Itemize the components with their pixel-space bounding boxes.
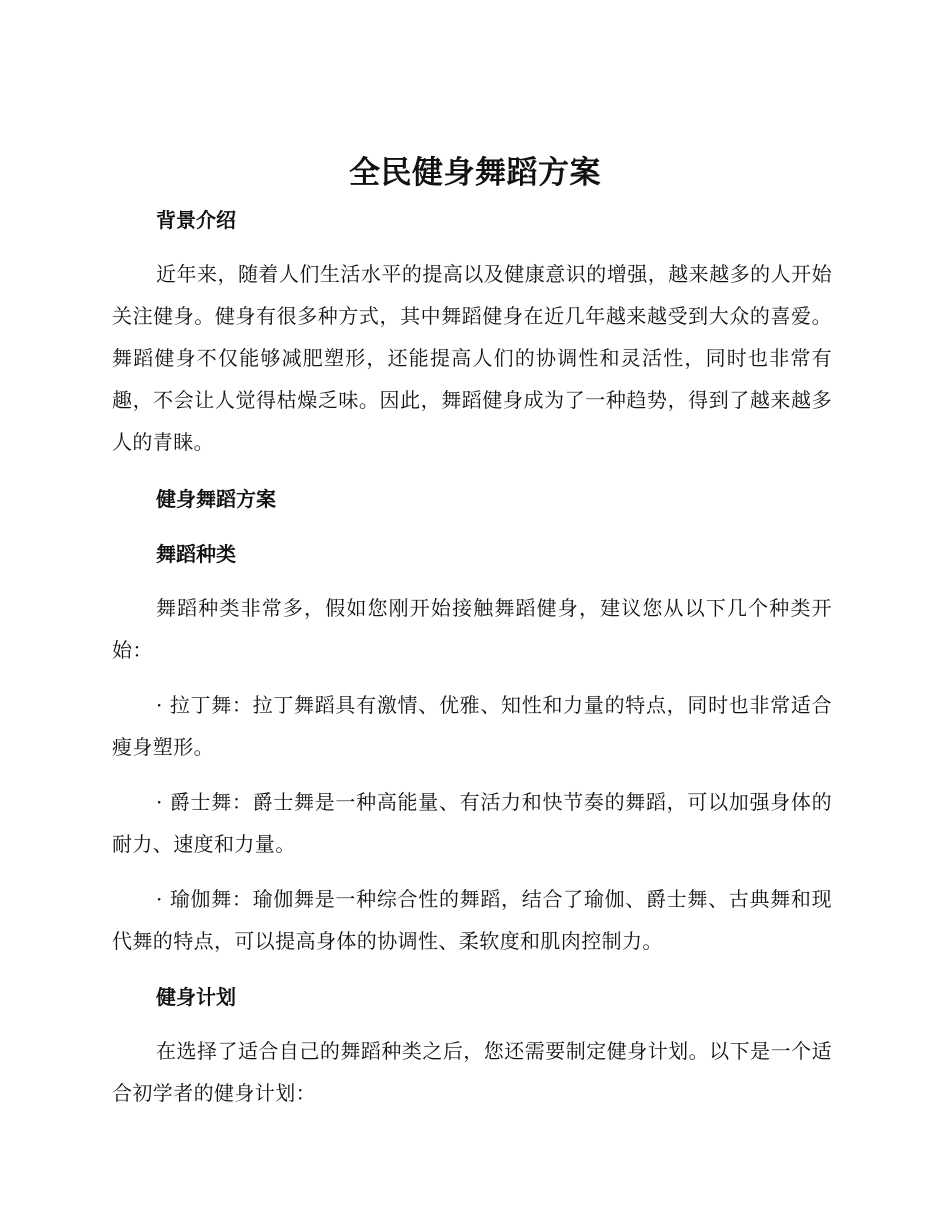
section-heading-background: 背景介绍 <box>156 208 236 232</box>
section-heading-plan: 健身舞蹈方案 <box>156 487 276 511</box>
paragraph-background: 近年来，随着人们生活水平的提高以及健康意识的增强，越来越多的人开始关注健身。健身有很多种方式，其中舞蹈健身在近几年越来越受到大众的喜爱。舞蹈健身不仅能够减肥塑形，还能提高人们的协调性和灵活性，同时也非常有趣，不会让人觉得枯燥乏味。因此，舞蹈健身成为了一种趋势，得到了越来越多人的青睐。 <box>112 262 832 454</box>
paragraph-fitness-plan: 在选择了适合自己的舞蹈种类之后，您还需要制定健身计划。以下是一个适合初学者的健身计划： <box>112 1039 832 1105</box>
list-item-jazz-dance: · 爵士舞：爵士舞是一种高能量、有活力和快节奏的舞蹈，可以加强身体的耐力、速度和力量。 <box>112 790 832 856</box>
paragraph-types-intro: 舞蹈种类非常多，假如您刚开始接触舞蹈健身，建议您从以下几个种类开始： <box>112 596 832 662</box>
section-heading-fitness-plan: 健身计划 <box>156 985 236 1009</box>
list-item-yoga-dance: · 瑜伽舞：瑜伽舞是一种综合性的舞蹈，结合了瑜伽、爵士舞、古典舞和现代舞的特点，可以提高身体的协调性、柔软度和肌肉控制力。 <box>112 887 832 953</box>
section-heading-types: 舞蹈种类 <box>156 542 236 566</box>
document-title: 全民健身舞蹈方案 <box>349 155 601 191</box>
list-item-latin-dance: · 拉丁舞：拉丁舞蹈具有激情、优雅、知性和力量的特点，同时也非常适合瘦身塑形。 <box>112 693 832 759</box>
